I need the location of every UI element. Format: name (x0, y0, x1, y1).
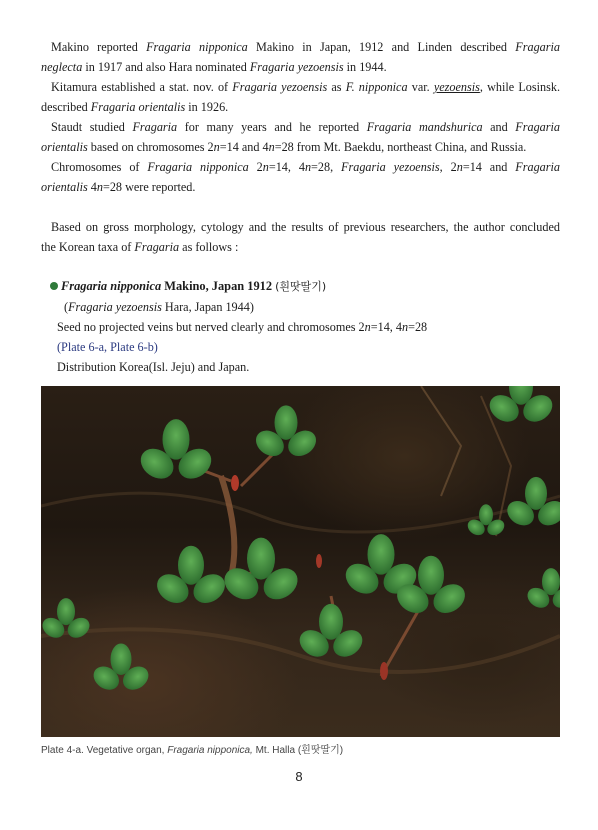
seed-description: Seed no projected veins but nerved clearly and chromosomes 2n=14, 4n=28 (57, 320, 428, 334)
figure-caption: Plate 4-a. Vegetative organ, Fragaria nipponica, Mt. Halla (흰땃딸기) (41, 745, 344, 756)
page-number: 8 (295, 769, 303, 784)
paragraph-chromosomes: Chromosomes of Fragaria nipponica 2n=14, 4n=28, Fragaria yezoensis, 2n=14 and Fragaria orientalis 4n=28 were reported. (41, 160, 560, 194)
paragraph-kitamura: Kitamura established a stat. nov. of Fragaria yezoensis as F. nipponica var. yezoensis, while Losinsk. described Fragaria orientalis in 1926. (41, 80, 561, 114)
plate-reference: (Plate 6-a, Plate 6-b) (57, 340, 158, 354)
synonym-line: (Fragaria yezoensis Hara, Japan 1944) (64, 300, 254, 314)
bullet-icon (50, 282, 58, 290)
strawberry-plant-photo (41, 386, 560, 737)
photo-illustration (41, 386, 560, 737)
species-heading: Fragaria nipponica Makino, Japan 1912 (흰땃딸기) (50, 276, 326, 297)
paragraph-staudt: Staudt studied Fragaria for many years and he reported Fragaria mandshurica and Fragaria orientalis based on chromosomes 2n=14 and 4n=28 from Mt. Baekdu, northeast China, and Russia. (41, 120, 560, 154)
distribution-line: Distribution Korea(Isl. Jeju) and Japan. (57, 360, 250, 374)
paragraph-makino: Makino reported Fragaria nipponica Makino in Japan, 1912 and Linden described Fragaria neglecta in 1917 and also Hara nominated Fragaria yezoensis in 1944. (41, 40, 560, 74)
paragraph-conclusion: Based on gross morphology, cytology and the results of previous researchers, the author concluded the Korean taxa of Fragaria as follows : (41, 220, 560, 254)
